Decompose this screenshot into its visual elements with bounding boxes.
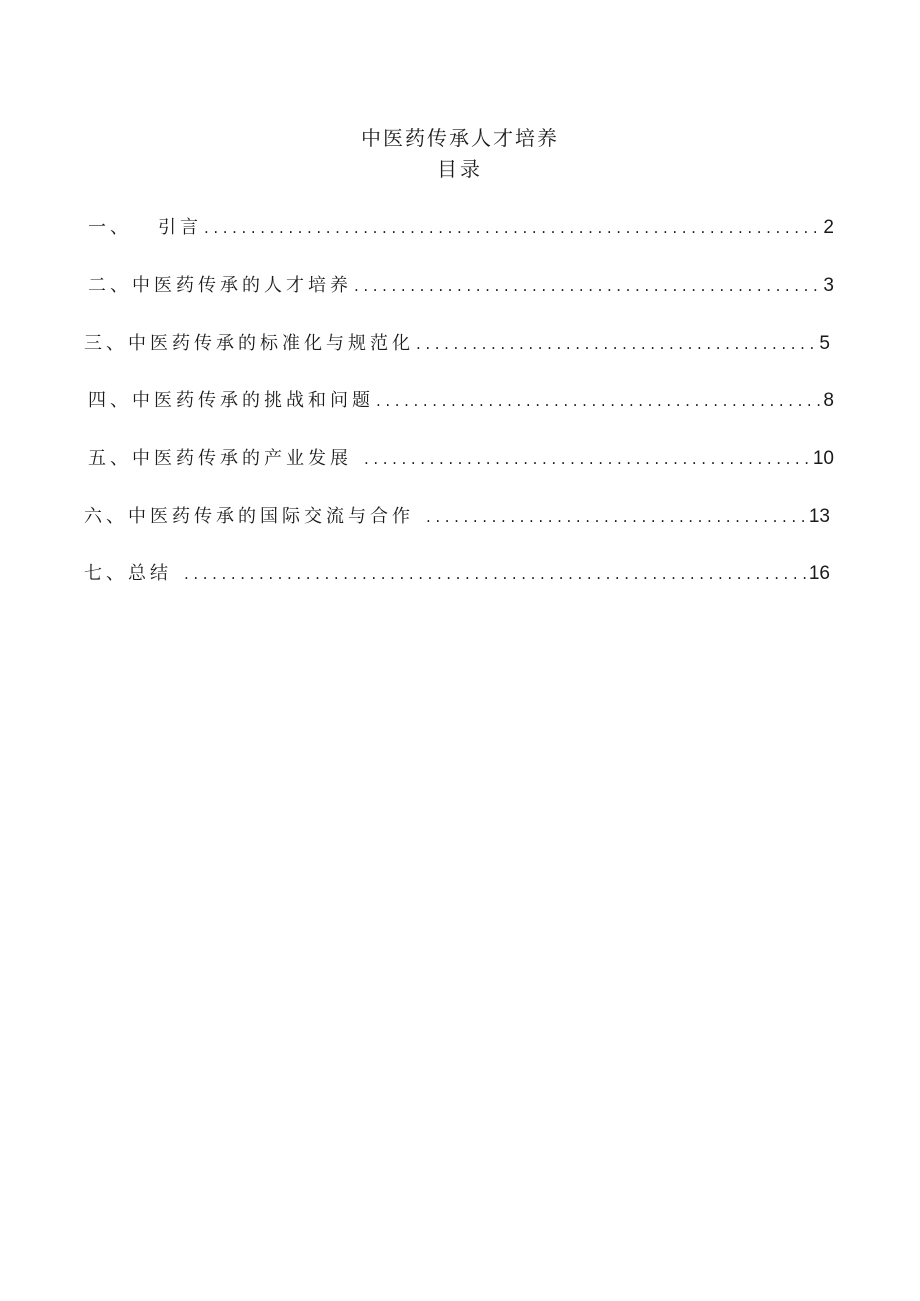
toc-dot-leader xyxy=(352,272,821,300)
toc-dot-leader xyxy=(414,330,817,358)
toc-dot-leader xyxy=(362,445,811,473)
toc-entry-number: 五、 xyxy=(88,448,132,469)
table-of-contents xyxy=(0,0,920,620)
toc-heading: 目录 xyxy=(437,157,483,181)
toc-entry-international-exchange[interactable] xyxy=(84,503,830,531)
toc-entry-talent-training[interactable] xyxy=(88,272,834,300)
toc-entry-label: 中医药传承的标准化与规范化 xyxy=(128,333,414,354)
toc-entry-page: 2 xyxy=(823,217,834,238)
toc-entry-number: 二、 xyxy=(88,275,132,296)
toc-dot-leader xyxy=(182,560,807,588)
toc-entry-label: 中医药传承的人才培养 xyxy=(132,275,352,296)
toc-dot-leader xyxy=(424,503,807,531)
toc-entry-summary[interactable] xyxy=(84,560,830,588)
document-title: 中医药传承人才培养 xyxy=(361,126,559,150)
toc-entry-label: 中医药传承的挑战和问题 xyxy=(132,390,374,411)
toc-entry-introduction[interactable] xyxy=(88,214,834,242)
toc-entry-page: 10 xyxy=(812,448,834,469)
toc-entry-page: 13 xyxy=(808,506,830,527)
toc-entry-industry-development[interactable] xyxy=(88,445,834,473)
toc-entry-page: 8 xyxy=(823,390,834,411)
toc-entry-number: 七、 xyxy=(84,563,128,584)
toc-entry-page: 5 xyxy=(819,333,830,354)
toc-entry-page: 3 xyxy=(823,275,834,296)
toc-entry-number: 四、 xyxy=(88,390,132,411)
toc-entry-label: 总结 xyxy=(128,563,172,584)
toc-dot-leader xyxy=(202,214,821,242)
toc-entry-label: 中医药传承的国际交流与合作 xyxy=(128,506,414,527)
toc-entry-number: 三、 xyxy=(84,333,128,354)
toc-entry-challenges[interactable] xyxy=(88,387,834,415)
toc-entry-label: 中医药传承的产业发展 xyxy=(132,448,352,469)
toc-dot-leader xyxy=(374,387,821,415)
toc-entry-standardization[interactable] xyxy=(84,330,830,358)
toc-entry-label: 引言 xyxy=(158,217,202,238)
toc-entry-number: 六、 xyxy=(84,506,128,527)
toc-entry-number: 一、 xyxy=(88,217,132,238)
toc-entry-page: 16 xyxy=(808,563,830,584)
